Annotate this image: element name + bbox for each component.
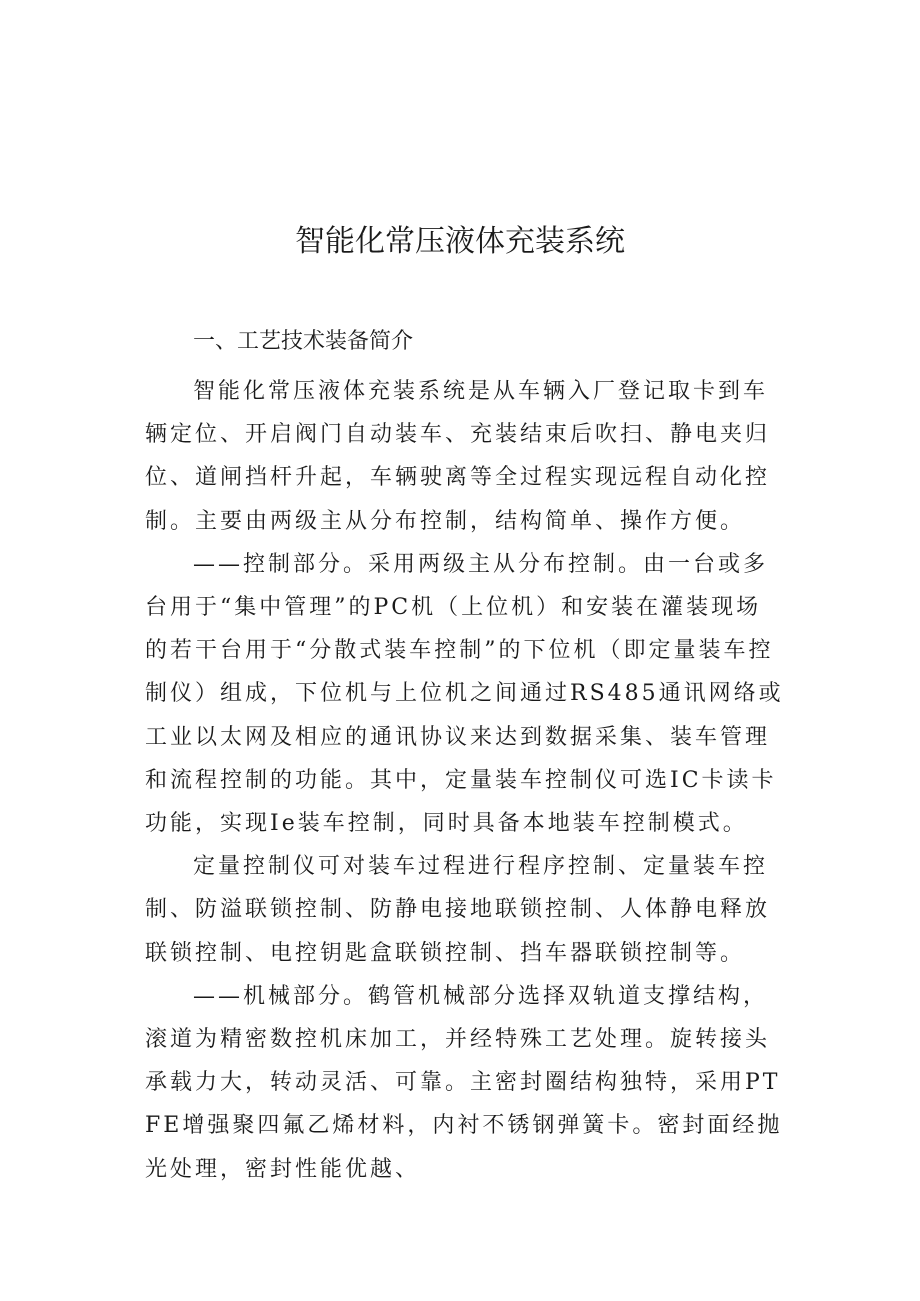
document-title: 智能化常压液体充装系统 xyxy=(295,224,625,259)
paragraph-control: ——控制部分。采用两级主从分布控制。由一台或多台用于“集中管理”的PC机（上位机）和安装在灌装现场的若干台用于“分散式装车控制”的下位机（即定量装车控制仪）组成，下位机与上位机之间通过RS485通讯网络或工业以太网及相应的通讯协议来达到数据采集、装车管理和流程控制的功能。其中，定量装车控制仪可选IC卡读卡功能，实现Ie装车控制，同时具备本地装车控制模式。 xyxy=(145,551,784,837)
paragraph-quantitative-controller: 定量控制仪可对装车过程进行程序控制、定量装车控制、防溢联锁控制、防静电接地联锁控制、人体静电释放联锁控制、电控钥匙盒联锁控制、挡车器联锁控制等。 xyxy=(145,854,771,966)
document-body xyxy=(145,370,785,1191)
paragraph-intro: 智能化常压液体充装系统是从车辆入厂登记取卡到车辆定位、开启阀门自动装车、充装结束后吹扫、静电夹归位、道闸挡杆升起，车辆驶离等全过程实现远程自动化控制。主要由两级主从分布控制，结构简单、操作方便。 xyxy=(145,379,771,534)
section-heading: 一、工艺技术装备简介 xyxy=(193,329,414,354)
paragraph-mechanical: ——机械部分。鹤管机械部分选择双轨道支撑结构，滚道为精密数控机床加工，并经特殊工艺处理。旋转接头承载力大，转动灵活、可靠。主密封圈结构独特，采用PTFE增强聚四氟乙烯材料，内衬不锈钢弹簧卡。密封面经抛光处理，密封性能优越、 xyxy=(145,983,783,1182)
